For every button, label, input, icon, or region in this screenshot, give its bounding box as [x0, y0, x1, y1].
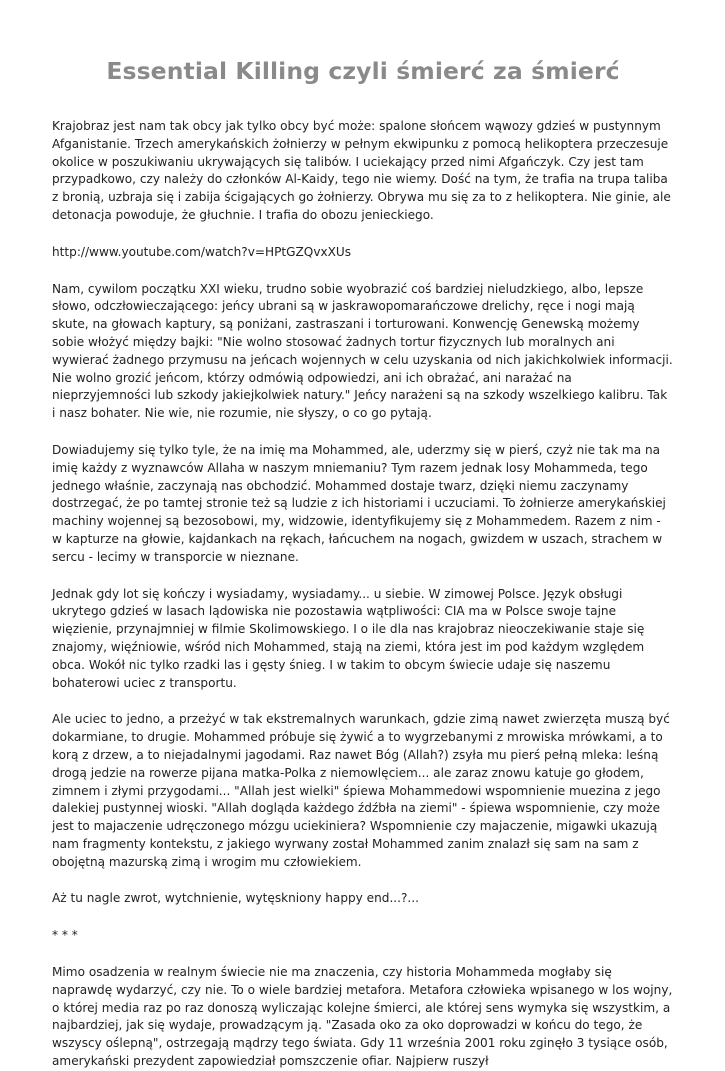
paragraph-poland: Jednak gdy lot się kończy i wysiadamy, wysiadamy... u siebie. W zimowej Polsce. Język obsługi ukrytego gdzieś w lasach lądowiska nie pozostawia wątpliwości: CIA ma w Polsce swoje tajne więzienie, przynajmniej w filmie Skolimowskiego. I o ile dla nas krajobraz nieoczekiwanie staje się znajomy, więźniowie, wśród nich Mohammed, stają na ziemi, która jest im pod każdym względem obca. Wokół nic tylko rzadki las i gęsty śnieg. I w takim to obcym świecie udaje się naszemu bohaterowi uciec z transportu.: [52, 586, 645, 690]
paragraph-metaphor: Mimo osadzenia w realnym świecie nie ma znaczenia, czy historia Mohammeda mogłaby się naprawdę wydarzyć, czy nie. To o wiele bardziej metafora. Metafora człowieka wpisanego w los wojny, o której media raz po raz donoszą wyliczając kolejne śmierci, ale której sens wymyka się wszystkim, a najbardziej, jak się wydaje, prowadzącym ją. "Zasada oko za oko doprowadzi w końcu do tego, że wszyscy oślepną", ostrzegają mądrzy tego świata. Gdy 11 września 2001 roku zginęło 3 tysiące osób, amerykański prezydent zapowiedział pomszczenie ofiar. Najpierw ruszył: [52, 965, 673, 1069]
section-separator: * * *: [52, 928, 78, 943]
paragraph-intro: Krajobraz jest nam tak obcy jak tylko obcy być może: spalone słońcem wąwozy gdzieś w pustynnym Afganistanie. Trzech amerykańskich żołnierzy w pełnym ekwipunku z pomocą helikoptera przeczesuje okolice w poszukiwaniu ukrywających się talibów. I uciekający przed nimi Afgańczyk. Czy jest tam przypadkowo, czy należy do członków Al-Kaidy, tego nie wiemy. Dość na tym, że trafia na trupa taliba z bronią, uzbraja się i zabija ścigających go żołnierzy. Obrywa mu się za to z helikoptera. Nie ginie, ale detonacja powoduje, że głuchnie. I trafia do obozu jenieckiego.: [52, 119, 671, 222]
video-link[interactable]: http://www.youtube.com/watch?v=HPtGZQvxXUs: [52, 244, 352, 259]
paragraph-prisoners: Nam, cywilom początku XXI wieku, trudno sobie wyobrazić coś bardziej nieludzkiego, albo, lepsze słowo, odczłowieczającego: jeńcy ubrani są w jaskrawopomarańczowe drelichy, ręce i nogi mają skute, na głowach kaptury, są poniżani, zastraszani i torturowani. Konwencję Genewską możemy sobie włożyć między bajki: "Nie wolno stosować żadnych tortur fizycznych lub moralnych ani wywierać żadnego przymusu na jeńcach wojennych w celu uzyskania od nich jakichkolwiek informacji. Nie wolno grozić jeńcom, którzy odmówią odpowiedzi, ani ich obrażać, ani narażać na nieprzyjemności lub szkody jakiejkolwiek natury." Jeńcy narażeni są na szkody wszelkiego kalibru. Tak i nasz bohater. Nie wie, nie rozumie, nie słyszy, o co go pytają.: [52, 281, 673, 421]
document-title: Essential Killing czyli śmierć za śmierć: [106, 57, 620, 85]
paragraph-mohammed: Dowiadujemy się tylko tyle, że na imię ma Mohammed, ale, uderzmy się w pierś, czyż nie tak ma na imię każdy z wyznawców Allaha w naszym mniemaniu? Tym razem jednak losy Mohammeda, tego jednego właśnie, zaczynają nas obchodzić. Mohammed dostaje twarz, dzięki niemu zaczynamy dostrzegać, że po tamtej stronie też są ludzie z ich historiami i uczuciami. To żołnierze amerykańskiej machiny wojennej są bezosobowi, my, widzowie, identyfikujemy się z Mohammedem. Razem z nim - w kapturze na głowie, kajdankach na rękach, łańcuchem na nogach, gwizdem w uszach, strachem w sercu - lecimy w transporcie w nieznane.: [52, 442, 666, 564]
paragraph-happy-end: Aż tu nagle zwrot, wytchnienie, wytęskniony happy end...?...: [52, 891, 419, 906]
document-page: [52, 54, 674, 1071]
paragraph-survival: Ale uciec to jedno, a przeżyć w tak ekstremalnych warunkach, gdzie zimą nawet zwierzęta muszą być dokarmiane, to drugie. Mohammed próbuje się żywić a to wygrzebanymi z mrowiska mrówkami, a to korą z drzew, a to niejadalnymi jagodami. Raz nawet Bóg (Allah?) zsyła mu pierś pełną mleka: leśną drogą jedzie na rowerze pijana matka-Polka z niemowlęciem... ale zaraz znowu katuje go głodem, zimnem i złymi przygodami... "Allah jest wielki" śpiewa Mohammedowi wspomnienie muezina z jego dalekiej pustynnej wioski. "Allah dogląda każdego źdźbła na ziemi" - śpiewa wspomnienie, czy może jest to majaczenie udręczonego mózgu uciekiniera? Wspomnienie czy majaczenie, migawki ukazują nam fragmenty kontekstu, z jakiego wyrwany został Mohammed zanim znalazł się sam na sam z obojętną mazurską zimą i wrogim mu człowiekiem.: [52, 712, 670, 869]
